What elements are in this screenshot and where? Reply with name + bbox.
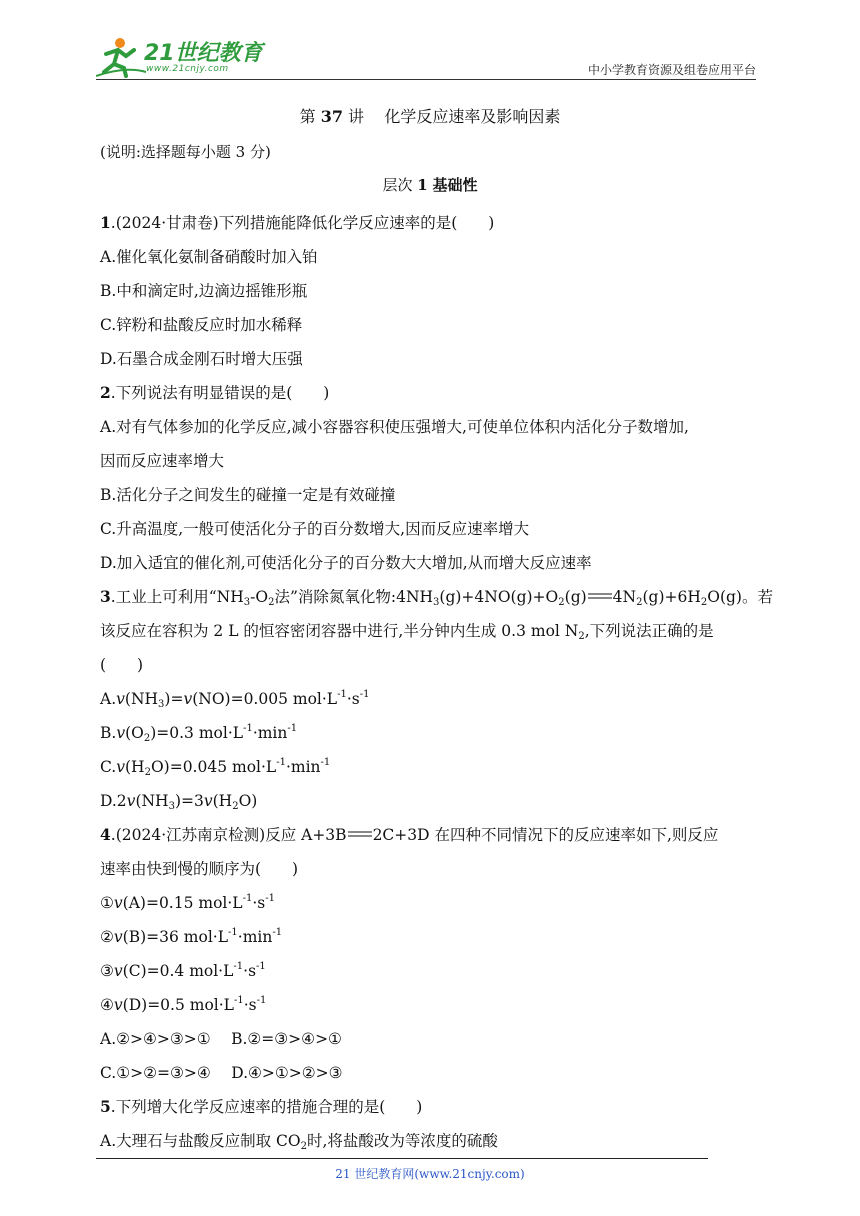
sup: -1 [256, 961, 266, 972]
q3-text: .工业上可利用“NH [110, 588, 244, 606]
sub: 2 [143, 733, 151, 744]
velocity-symbol: v [126, 792, 136, 810]
q3-text: (H [125, 758, 145, 776]
equilibrium-arrow-icon [587, 591, 613, 601]
q3-text: (g) [564, 588, 587, 606]
q5-stem [100, 1090, 768, 1124]
q3-stem [100, 580, 773, 614]
q2-option-d: D.加入适宜的催化剂,可使活化分子的百分数大大增加,从而增大反应速率 [100, 554, 592, 572]
q4-stem-line2: 速率由快到慢的顺序为( ) [100, 860, 299, 878]
q3-text: (g)+6H [642, 588, 701, 606]
lesson-title-text: 化学反应速率及影响因素 [384, 107, 561, 126]
sub: 2 [700, 597, 708, 608]
q3-text: -O [250, 588, 269, 606]
q3-text: D.2 [100, 792, 127, 810]
q3-option-b [100, 716, 768, 750]
sup: -1 [243, 723, 253, 734]
q3-option-a [100, 682, 768, 716]
q4-text: ·s [252, 894, 266, 912]
q1-option-d: D.石墨合成金刚石时增大压强 [100, 350, 303, 368]
sub: 3 [243, 597, 251, 608]
q3-option-c [100, 750, 768, 784]
q3-text: 法”消除氮氧化物:4NH [274, 588, 434, 606]
sub: 2 [232, 801, 239, 812]
q4-text: ·s [243, 996, 257, 1014]
sub: 2 [636, 597, 643, 608]
sup: -1 [233, 961, 244, 972]
q3-option-d [100, 784, 768, 818]
q4-text: ① [100, 894, 114, 912]
q3-text: ,下列说法正确的是 [584, 622, 714, 640]
level-prefix: 层次 [382, 176, 413, 194]
q4-condition-1 [100, 886, 768, 920]
q3-text: )=0.3 mol·L [150, 724, 244, 742]
q1-number: 1 [100, 213, 111, 232]
q2-number: 2 [100, 383, 111, 402]
q4-text: ② [100, 928, 114, 946]
q4-text: (B)=36 mol·L [122, 928, 229, 946]
q3-text: A. [100, 690, 117, 708]
q4-text: ③ [100, 962, 114, 980]
velocity-symbol: v [116, 758, 125, 776]
q3-text: ·s [346, 690, 360, 708]
footer-link[interactable]: 21 世纪教育网(www.21cnjy.com) [335, 1167, 525, 1181]
q4-text: 2C+3D 在四种不同情况下的反应速率如下,则反应 [372, 826, 719, 844]
q4-text: ④ [100, 996, 114, 1014]
footer-divider [96, 1158, 708, 1159]
lesson-prefix: 第 [299, 107, 316, 126]
q3-text: C. [100, 758, 117, 776]
q3-stem-line2 [100, 614, 768, 648]
q3-text: ·min [285, 758, 321, 776]
sup: -1 [276, 757, 286, 768]
sub: 2 [558, 597, 565, 608]
q5-text: A.大理石与盐酸反应制取 CO [100, 1132, 301, 1150]
q4-text: (C)=0.4 mol·L [122, 962, 234, 980]
velocity-symbol: v [203, 792, 213, 810]
q3-text: (NH [124, 690, 159, 708]
q2-stem-text: .下列说法有明显错误的是( ) [110, 384, 330, 402]
scoring-note: (说明:选择题每小题 3 分) [100, 143, 271, 161]
velocity-symbol: v [113, 894, 123, 912]
q4-number: 4 [100, 825, 111, 844]
sub: 2 [268, 597, 275, 608]
q2-option-b: B.活化分子之间发生的碰撞一定是有效碰撞 [100, 486, 396, 504]
level-number: 1 [417, 176, 428, 194]
q2-option-c: C.升高温度,一般可使活化分子的百分数增大,因而反应速率增大 [100, 520, 530, 538]
sup: -1 [265, 893, 275, 904]
sup: -1 [287, 723, 298, 734]
q1-stem-text: .(2024·甘肃卷)下列措施能降低化学反应速率的是( ) [110, 214, 495, 232]
q3-text: B. [100, 724, 117, 742]
sup: -1 [359, 689, 370, 700]
q1-option-a: A.催化氧化氨制备硝酸时加入铂 [100, 248, 318, 266]
q3-number: 3 [100, 587, 111, 606]
sup: -1 [320, 757, 331, 768]
velocity-symbol: v [116, 690, 125, 708]
q3-text: )= [164, 690, 184, 708]
q2-option-a-cont: 因而反应速率增大 [100, 452, 225, 470]
q3-text: 4N [612, 588, 637, 606]
level-suffix: 基础性 [432, 176, 478, 194]
velocity-symbol: v [113, 962, 123, 980]
sub: 3 [168, 801, 175, 812]
q4-options-ab: A.②>④>③>① B.②=③>④>① [100, 1030, 342, 1048]
q1-stem [100, 206, 768, 240]
level-heading [0, 174, 860, 195]
q3-text: )=3 [174, 792, 204, 810]
sub: 2 [578, 631, 585, 642]
q4-condition-4 [100, 988, 768, 1022]
header-divider [96, 79, 756, 80]
q3-text: ·min [252, 724, 288, 742]
q4-text: ·min [237, 928, 273, 946]
sup: -1 [233, 995, 244, 1006]
q4-condition-3 [100, 954, 768, 988]
q3-text: (O [125, 724, 144, 742]
q4-condition-2 [100, 920, 768, 954]
velocity-symbol: v [113, 928, 123, 946]
q4-stem [100, 818, 768, 852]
q2-stem [100, 376, 768, 410]
sub: 3 [158, 699, 165, 710]
question-list [100, 206, 773, 1158]
q1-option-c: C.锌粉和盐酸反应时加水稀释 [100, 316, 303, 334]
q1-option-b: B.中和滴定时,边滴边摇锥形瓶 [100, 282, 308, 300]
sup: -1 [272, 927, 283, 938]
sup: -1 [256, 995, 267, 1006]
q3-text: O)=0.045 mol·L [150, 758, 277, 776]
q3-answer-blank: ( ) [100, 656, 144, 674]
velocity-symbol: v [183, 690, 193, 708]
lesson-number: 37 [320, 107, 343, 126]
lesson-title [0, 104, 860, 127]
q5-number: 5 [100, 1097, 111, 1116]
logo-url: www.21cnjy.com [146, 64, 229, 74]
sup: -1 [228, 927, 238, 938]
q4-text: .(2024·江苏南京检测)反应 A+3B [110, 826, 347, 844]
q3-text: O(g)。若 [707, 588, 773, 606]
q5-stem-text: .下列增大化学反应速率的措施合理的是( ) [110, 1098, 423, 1116]
q3-text: (g)+4NO(g)+O [439, 588, 559, 606]
header-tagline: 中小学教育资源及组卷应用平台 [587, 63, 756, 77]
sub: 2 [300, 1141, 307, 1152]
velocity-symbol: v [116, 724, 126, 742]
q3-text: (NO)=0.005 mol·L [192, 690, 338, 708]
q2-option-a: A.对有气体参加的化学反应,减小容器容积使压强增大,可使单位体积内活化分子数增加, [100, 418, 689, 436]
sub: 3 [433, 597, 440, 608]
q4-options-cd: C.①>②=③>④ D.④>①>②>③ [100, 1064, 343, 1082]
q3-text: O) [238, 792, 258, 810]
q5-option-a [100, 1124, 768, 1158]
q3-text: (NH [135, 792, 169, 810]
sup: -1 [337, 689, 347, 700]
sup: -1 [242, 893, 253, 904]
equals-arrow-icon [347, 829, 373, 839]
q4-text: ·s [243, 962, 257, 980]
lesson-suffix: 讲 [348, 107, 365, 126]
logo-text: 21世纪教育 [144, 41, 263, 66]
q5-text: 时,将盐酸改为等浓度的硫酸 [307, 1132, 498, 1150]
q3-text: 该反应在容积为 2 L 的恒容密闭容器中进行,半分钟内生成 0.3 mol N [100, 622, 579, 640]
q4-text: (A)=0.15 mol·L [122, 894, 243, 912]
sub: 2 [144, 767, 151, 778]
velocity-symbol: v [113, 996, 123, 1014]
q4-text: (D)=0.5 mol·L [122, 996, 234, 1014]
q3-text: (H [212, 792, 233, 810]
